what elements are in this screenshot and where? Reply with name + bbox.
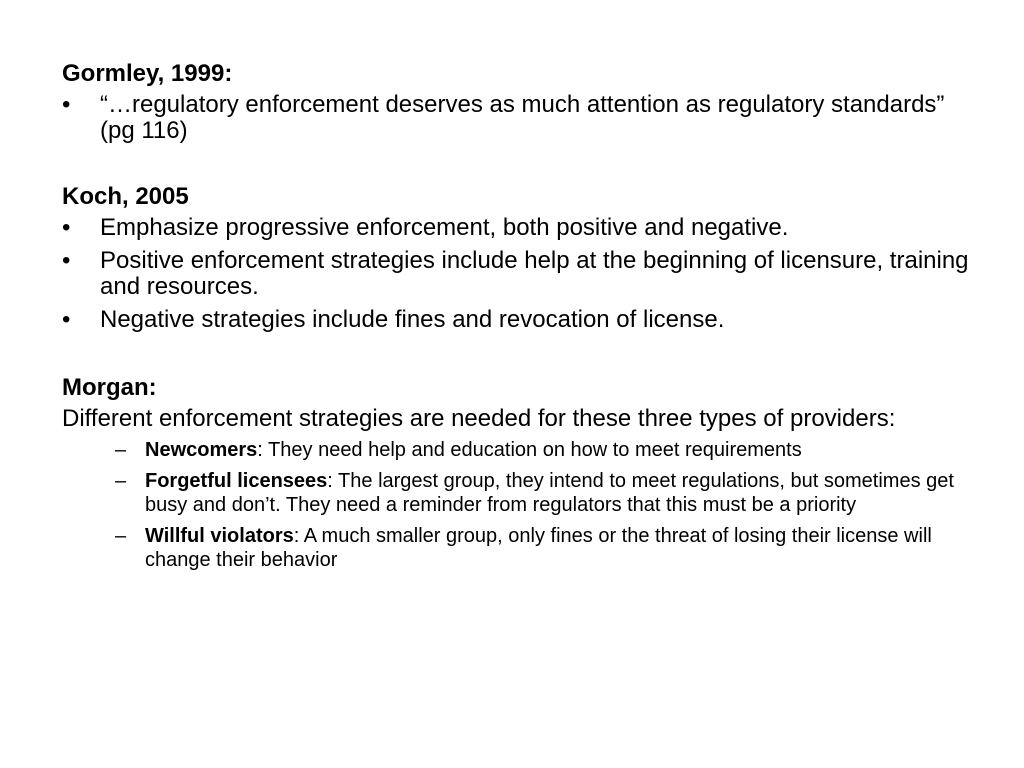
section-morgan	[62, 374, 982, 572]
bullet-item	[62, 215, 982, 241]
bullet-item	[62, 92, 982, 144]
bullet-text: Emphasize progressive enforcement, both positive and negative.	[100, 214, 789, 241]
section-heading: Koch, 2005	[62, 183, 189, 210]
provider-type-item	[62, 438, 982, 462]
dash-icon: –	[115, 525, 127, 547]
term-separator: :	[293, 525, 304, 547]
bullet-item	[62, 248, 982, 300]
dash-icon: –	[115, 439, 127, 461]
bullet-item	[62, 307, 982, 333]
slide-content	[62, 60, 982, 579]
term-separator: :	[327, 470, 339, 492]
bullet-icon: •	[62, 91, 71, 118]
provider-term: Willful violators	[145, 525, 294, 547]
bullet-text: Negative strategies include fines and revocation of license.	[100, 306, 725, 333]
provider-description: They need help and education on how to meet requirements	[268, 439, 802, 461]
bullet-icon: •	[62, 306, 71, 333]
section-heading: Morgan:	[62, 374, 157, 401]
term-separator: :	[257, 439, 269, 461]
provider-types-list	[62, 438, 982, 572]
spacer	[62, 340, 982, 374]
provider-description: The largest group, they intend to meet regulations, but sometimes get busy and don’t. They need a reminder from regulators that this must be a priority	[145, 470, 954, 516]
section-heading: Gormley, 1999:	[62, 60, 233, 87]
provider-term: Newcomers	[145, 439, 258, 461]
provider-description: A much smaller group, only fines or the threat of losing their license will change their behavior	[145, 525, 932, 571]
bullet-icon: •	[62, 214, 71, 241]
provider-type-item	[62, 469, 982, 517]
provider-type-item	[62, 524, 982, 572]
bullet-text: “…regulatory enforcement deserves as much attention as regulatory standards” (pg 116)	[100, 91, 945, 144]
bullet-text: Positive enforcement strategies include help at the beginning of licensure, training and resources.	[100, 247, 969, 300]
bullet-list	[62, 215, 982, 333]
section-gormley	[62, 60, 982, 144]
dash-icon: –	[115, 470, 127, 492]
provider-term: Forgetful licensees	[145, 470, 328, 492]
intro-paragraph: Different enforcement strategies are needed for these three types of providers:	[62, 405, 896, 432]
section-koch	[62, 183, 982, 333]
bullet-list	[62, 92, 982, 144]
bullet-icon: •	[62, 247, 71, 274]
spacer	[62, 151, 982, 183]
